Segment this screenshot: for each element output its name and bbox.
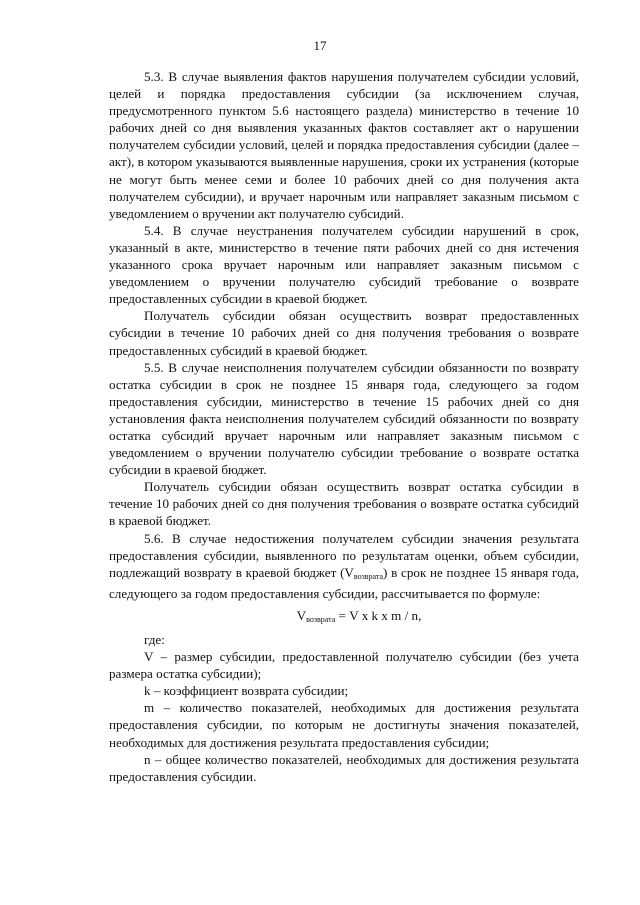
paragraph-5-5: 5.5. В случае неисполнения получателем субсидии обязанности по возврату остатка субсидии в срок не позднее 15 января года, следующего за годом предоставления субсидии, министерство в течение 15 рабочих дней со дня установления факта неисполнения получателем субсидий обязанности по возврату остатка субсидий вручает нарочным или направляет заказным письмом с уведомлением о вручении получателю субсидии требование о возврате остатка субсидии в краевой бюджет.	[109, 359, 579, 478]
paragraph-5-4: 5.4. В случае неустранения получателем субсидии нарушений в срок, указанный в акте, министерство в течение пяти рабочих дней со дня истечения указанного срока вручает нарочным или направляет заказным письмом с уведомлением о вручении получателю субсидий требование о возврате предоставленных субсидии в краевой бюджет.	[109, 222, 579, 307]
where-label: где:	[144, 632, 165, 647]
document-body	[109, 68, 579, 785]
definition-v: V – размер субсидии, предоставленной получателю субсидии (без учета размера остатка субсидии);	[109, 649, 579, 682]
paragraph-5-5-obligation: Получатель субсидии обязан осуществить возврат остатка субсидии в течение 10 рабочих дней со дня получения требования о возврате остатка субсидий в краевой бюджет.	[109, 479, 579, 529]
formula-rhs: = V x k x m / n,	[335, 607, 422, 623]
definition-m: m – количество показателей, необходимых для достижения результата предоставления субсидии, по которым не достигнуты значения показателей, необходимых для достижения результата предоставления субсидии;	[109, 700, 579, 750]
paragraph-5-3: 5.3. В случае выявления фактов нарушения получателем субсидии условий, целей и порядка предоставления субсидии (за исключением случая, предусмотренного пунктом 5.6 настоящего раздела) министерство в течение 10 рабочих дней со дня выявления указанных фактов составляет акт о нарушении получателем субсидии условий, целей и порядка предоставления субсидии (далее – акт), в котором указываются выявленные нарушения, сроки их устранения (которые не могут быть менее семи и более 10 рабочих дней со дня получения акта получателем субсидии), и вручает нарочным или направляет заказным письмом с уведомлением о вручении акт получателю субсидий.	[109, 69, 579, 221]
paragraph-5-4-obligation: Получатель субсидии обязан осуществить возврат предоставленных субсидии в течение 10 рабочих дней со дня получения требования о возврате предоставленных субсидий в краевой бюджет.	[109, 308, 579, 358]
formula-lhs-subscript: возврата	[306, 614, 336, 624]
paragraph-5-6-text-end: ) в срок не позднее 15 января года, следующего за годом предоставления субсидии, рассчитывается по формуле:	[109, 564, 579, 601]
formula-lhs: V	[296, 607, 307, 623]
page-number: 17	[313, 38, 327, 53]
paragraph-5-6-text-start: 5.6. В случае недостижения получателем субсидии значения результата предоставления субсидии, выявленного по результатам оценки, объем субсидии, подлежащий возврату в краевой бюджет (V	[109, 530, 579, 580]
definition-n: n – общее количество показателей, необходимых для достижения результата предоставления субсидии.	[109, 751, 579, 784]
paragraph-5-6-subscript: возврата	[353, 571, 384, 581]
refund-formula	[109, 607, 579, 628]
paragraph-5-6	[109, 530, 579, 602]
definition-k: k – коэффициент возврата субсидии;	[144, 683, 349, 699]
